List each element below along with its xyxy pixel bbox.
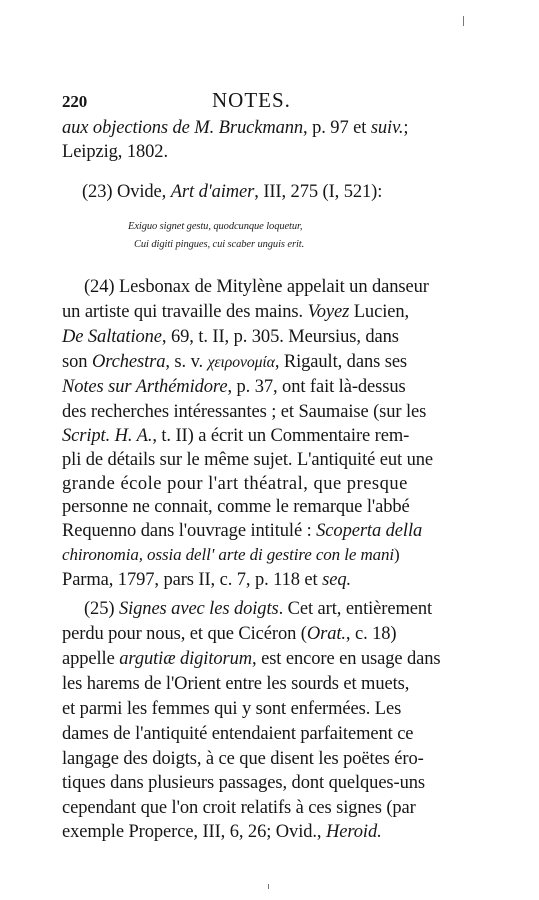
text-segment: Cui digiti pingues, cui scaber unguis erit. <box>134 239 305 250</box>
text-segment: Parma, 1797, pars II, c. 7, p. 118 et <box>62 570 323 590</box>
text-segment: argutiæ digitorum <box>119 649 253 669</box>
text-segment: , p. 97 et <box>303 118 371 138</box>
text-line <box>62 142 168 163</box>
text-line <box>62 327 399 348</box>
text-segment: ) <box>394 545 400 564</box>
text-segment: perdu pour nous, et que Cicéron ( <box>62 624 307 644</box>
text-line <box>62 724 413 745</box>
text-segment: seq. <box>322 570 351 590</box>
text-segment: des recherches intéressantes ; et Saumaise (sur les <box>62 402 427 422</box>
text-segment: , t. II) a écrit un Commentaire rem- <box>152 426 410 446</box>
text-segment: pli de détails sur le même sujet. L'antiquité eut une <box>62 450 434 470</box>
text-line <box>62 521 422 542</box>
text-line <box>62 545 400 565</box>
text-segment: cependant que l'on croit relatifs à ces signes (par <box>62 798 416 818</box>
text-segment: Orchestra <box>91 352 166 372</box>
text-line <box>62 402 426 423</box>
text-segment: Exiguo signet gestu, quodcunque loquetur, <box>128 221 303 232</box>
text-segment: Script. H. A. <box>62 426 153 446</box>
text-line <box>62 302 409 323</box>
text-segment: Notes sur Arthémidore <box>62 377 228 397</box>
text-segment: , 69, t. II, p. 305. Meursius, dans <box>161 327 399 347</box>
text-segment: suiv. <box>370 118 404 138</box>
text-segment: son <box>62 352 92 372</box>
text-line <box>62 426 409 447</box>
text-segment: Art d'aimer <box>170 182 255 202</box>
text-line <box>62 749 424 770</box>
text-segment: un artiste qui travaille des mains. <box>62 302 308 322</box>
text-segment: , III, 275 (I, 521): <box>254 182 383 202</box>
text-segment: Heroid. <box>325 822 382 842</box>
text-segment: langage des doigts, à ce que disent les poëtes éro- <box>62 749 424 769</box>
text-segment: aux objections de M. Bruckmann <box>62 118 304 138</box>
text-segment: Lucien, <box>349 302 410 322</box>
text-line <box>62 674 409 695</box>
text-segment: , p. 37, ont fait là-dessus <box>227 377 406 397</box>
text-segment: exemple Properce, III, 6, 26; Ovid., <box>62 822 326 842</box>
text-segment: chironomia, ossia dell' arte di gestire con le mani <box>62 545 395 564</box>
text-line <box>62 497 410 518</box>
text-segment: personne ne connait, comme le remarque l'abbé <box>62 497 410 517</box>
text-segment: , est encore en usage dans <box>252 649 441 669</box>
text-segment: et parmi les femmes qui y sont enfermées. Les <box>62 699 402 719</box>
text-segment: . Cet art, entièrement <box>278 599 433 619</box>
text-line <box>62 773 425 794</box>
text-line <box>62 649 441 670</box>
text-line <box>62 377 406 398</box>
text-line <box>62 118 408 139</box>
text-segment: (25) <box>84 599 119 619</box>
text-segment: Signes avec les doigts <box>118 599 279 619</box>
note-24-start <box>84 277 429 298</box>
text-segment: Voyez <box>307 302 350 322</box>
verse-quotation-line <box>128 221 302 232</box>
text-line <box>62 450 433 471</box>
text-segment: Requenno dans l'ouvrage intitulé : <box>62 521 317 541</box>
scan-edge-mark <box>268 884 269 889</box>
text-line <box>62 699 401 720</box>
scan-edge-mark <box>463 16 464 26</box>
text-line <box>62 624 397 645</box>
text-segment: , c. 18) <box>345 624 397 644</box>
text-segment: grande école pour l'art théatral, que presque <box>62 474 408 494</box>
text-segment: χειρονομία <box>207 354 275 371</box>
text-line <box>62 570 351 591</box>
text-segment: tiques dans plusieurs passages, dont quelques-uns <box>62 773 425 793</box>
text-line <box>62 822 382 843</box>
text-segment: , s. v. <box>165 352 208 372</box>
text-line <box>62 798 416 819</box>
text-segment: Orat. <box>306 624 346 644</box>
text-segment: (24) Lesbonax de Mitylène appelait un danseur <box>84 277 429 297</box>
running-head: NOTES. <box>212 88 291 112</box>
text-line <box>62 474 408 495</box>
text-segment: , Rigault, dans ses <box>274 352 408 372</box>
text-segment: De Saltatione <box>62 327 162 347</box>
text-line <box>62 352 407 373</box>
note-23-heading <box>82 182 382 203</box>
text-segment: dames de l'antiquité entendaient parfaitement ce <box>62 724 414 744</box>
page-number: 220 <box>62 92 88 111</box>
text-segment: les harems de l'Orient entre les sourds et muets, <box>62 674 410 694</box>
text-segment: (23) Ovide, <box>82 182 171 202</box>
text-segment: appelle <box>62 649 120 669</box>
verse-quotation-line <box>134 239 304 250</box>
text-segment: Scoperta della <box>316 521 423 541</box>
text-segment: ; <box>403 118 409 138</box>
text-segment: Leipzig, 1802. <box>62 142 168 162</box>
note-25-start <box>84 599 432 620</box>
